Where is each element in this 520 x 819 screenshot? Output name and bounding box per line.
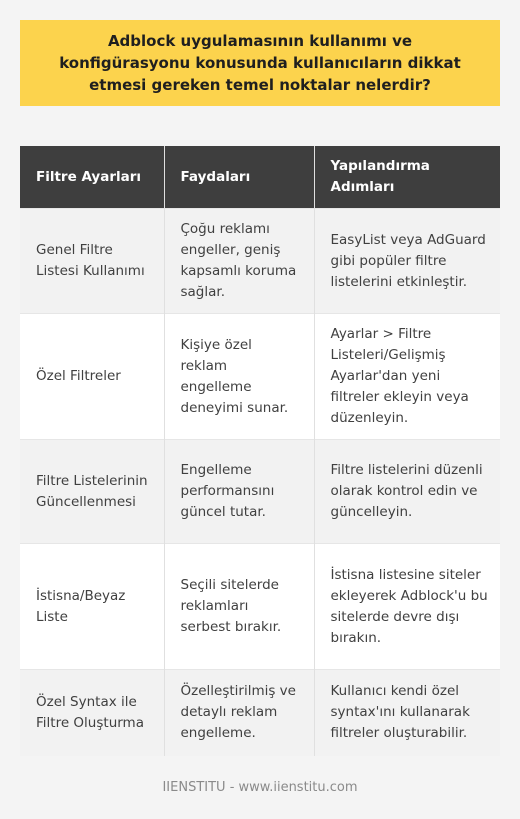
table-row	[20, 209, 500, 314]
cell-filter-setting: İstisna/Beyaz Liste	[20, 544, 164, 670]
cell-benefit: Çoğu reklamı engeller, geniş kapsamlı koruma sağlar.	[164, 209, 314, 314]
cell-benefit: Kişiye özel reklam engelleme deneyimi sunar.	[164, 314, 314, 440]
cell-configuration-step: İstisna listesine siteler ekleyerek Adblock'u bu sitelerde devre dışı bırakın.	[314, 544, 500, 670]
cell-configuration-step: Ayarlar > Filtre Listeleri/Gelişmiş Ayarlar'dan yeni filtreler ekleyin veya düzenleyin.	[314, 314, 500, 440]
cell-configuration-step: Filtre listelerini düzenli olarak kontrol edin ve güncelleyin.	[314, 440, 500, 544]
table-row	[20, 440, 500, 544]
cell-filter-setting: Özel Syntax ile Filtre Oluşturma	[20, 670, 164, 756]
cell-benefit: Özelleştirilmiş ve detaylı reklam engelleme.	[164, 670, 314, 756]
title-banner	[20, 20, 500, 106]
cell-benefit: Engelleme performansını güncel tutar.	[164, 440, 314, 544]
header-benefits: Faydaları	[164, 146, 314, 209]
cell-benefit: Seçili sitelerde reklamları serbest bırakır.	[164, 544, 314, 670]
info-table	[20, 146, 500, 756]
header-configuration-steps: Yapılandırma Adımları	[314, 146, 500, 209]
page-title: Adblock uygulamasının kullanımı ve konfigürasyonu konusunda kullanıcıların dikkat etmesi gereken temel noktalar nelerdir?	[59, 32, 461, 94]
table-row	[20, 670, 500, 756]
footer-credit: IIENSTITU - www.iienstitu.com	[162, 780, 358, 795]
cell-filter-setting: Genel Filtre Listesi Kullanımı	[20, 209, 164, 314]
header-filter-settings: Filtre Ayarları	[20, 146, 164, 209]
cell-filter-setting: Özel Filtreler	[20, 314, 164, 440]
table-row	[20, 544, 500, 670]
table-header-row	[20, 146, 500, 209]
cell-configuration-step: EasyList veya AdGuard gibi popüler filtre listelerini etkinleştir.	[314, 209, 500, 314]
table-row	[20, 314, 500, 440]
cell-filter-setting: Filtre Listelerinin Güncellenmesi	[20, 440, 164, 544]
cell-configuration-step: Kullanıcı kendi özel syntax'ını kullanarak filtreler oluşturabilir.	[314, 670, 500, 756]
